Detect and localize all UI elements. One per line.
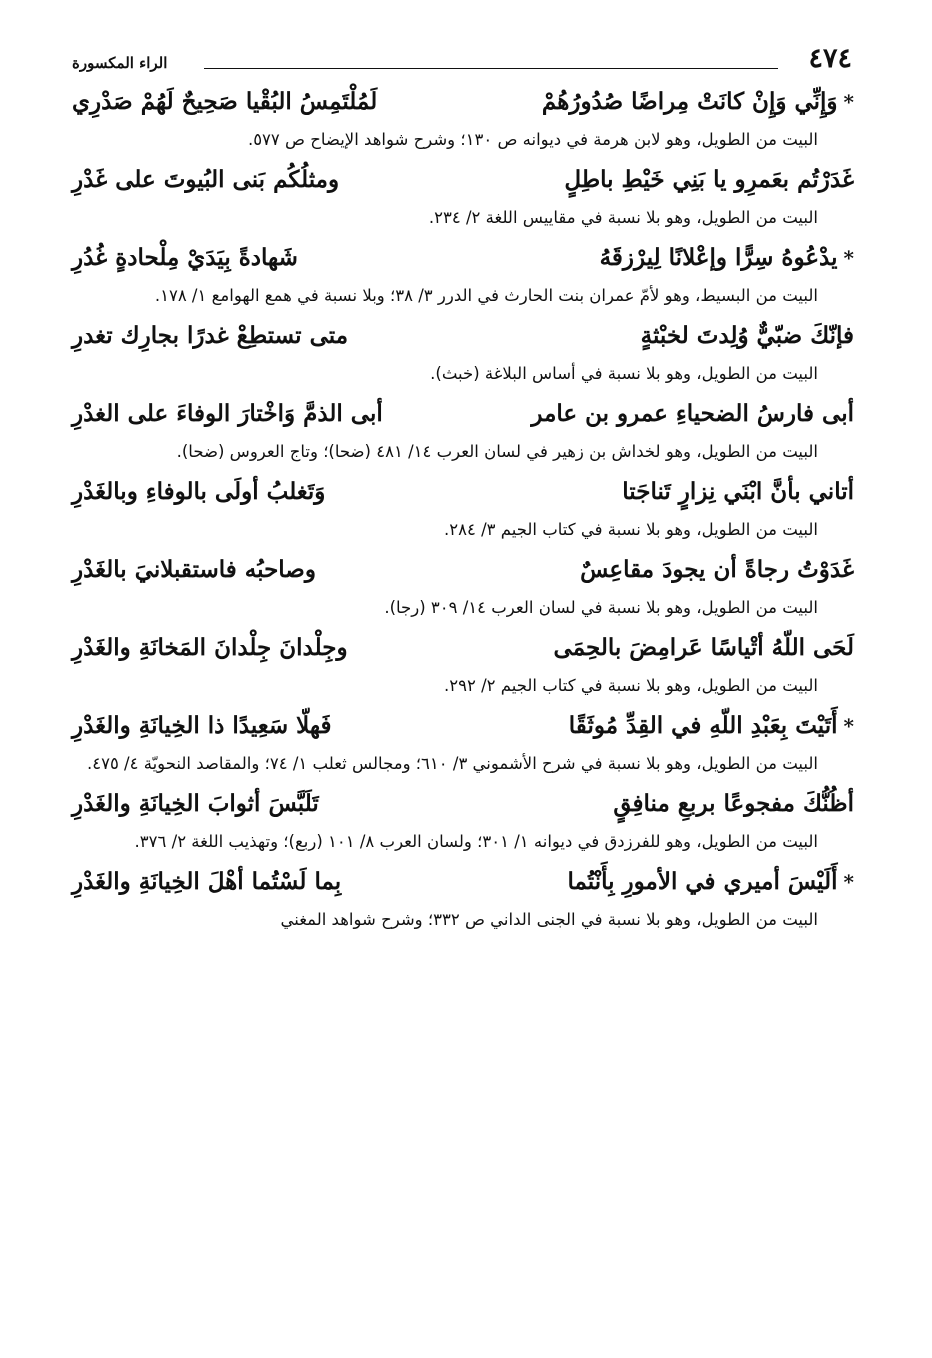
star-marker: * bbox=[843, 714, 854, 738]
first-hemistich bbox=[564, 160, 854, 200]
first-hemistich-text: أظُنُّكَ مفجوعًا بربعِ منافِقٍ bbox=[613, 790, 854, 817]
verse-line bbox=[72, 316, 854, 358]
first-hemistich bbox=[600, 238, 854, 278]
verse-note: البيت من الطويل، وهو بلا نسبة في شرح الأشموني ٣/ ٦١٠؛ ومجالس ثعلب ١/ ٧٤؛ والمقاصد النحويّة ٤/ ٤٧٥. bbox=[86, 754, 818, 773]
second-hemistich: تَلَبَّسَ أثوابَ الخِيانَةِ والغَدْرِ bbox=[72, 790, 319, 817]
verse-line bbox=[72, 628, 854, 670]
page-header bbox=[72, 40, 854, 82]
verse-entry bbox=[72, 160, 854, 234]
verse-line bbox=[72, 862, 854, 904]
first-hemistich bbox=[641, 316, 854, 356]
star-marker: * bbox=[843, 90, 854, 114]
verse-note: البيت من الطويل، وهو بلا نسبة في الجنى الداني ص ٣٣٢؛ وشرح شواهد المغني bbox=[280, 910, 818, 929]
first-hemistich bbox=[622, 472, 854, 512]
first-hemistich-text: أبى فارسُ الضحياءِ عمرو بن عامر bbox=[531, 400, 854, 427]
verse-entry bbox=[72, 862, 854, 936]
verse-entry bbox=[72, 784, 854, 858]
verse-note: البيت من الطويل، وهو بلا نسبة في أساس البلاغة (خبث). bbox=[430, 364, 818, 383]
verse-line bbox=[72, 82, 854, 124]
first-hemistich bbox=[531, 394, 854, 434]
first-hemistich-text: أَتَيْتَ بِعَبْدِ اللّهِ في القِدِّ مُوثَقًا bbox=[568, 712, 838, 739]
verse-entry bbox=[72, 550, 854, 624]
verse-note: البيت من الطويل، وهو بلا نسبة في مقاييس اللغة ٢/ ٢٣٤. bbox=[428, 208, 818, 227]
verse-line bbox=[72, 706, 854, 748]
first-hemistich bbox=[613, 784, 854, 824]
verse-entry bbox=[72, 472, 854, 546]
document-page bbox=[72, 40, 854, 1340]
verse-entry bbox=[72, 706, 854, 780]
verse-entry bbox=[72, 82, 854, 156]
chapter-title: الراء المكسورة bbox=[72, 54, 168, 72]
verse-line bbox=[72, 160, 854, 202]
second-hemistich: وصاحبُه فاستقبلانيَ بالغَدْرِ bbox=[72, 556, 316, 583]
first-hemistich-text: أَلَيْسَ أميري في الأمورِ بِأَنْتُما bbox=[567, 868, 838, 895]
first-hemistich-text: يدْعُوهُ سِرًّا وإعْلانًا لِيرْزقَهُ bbox=[599, 244, 838, 271]
verse-note: البيت من الطويل، وهو لخداش بن زهير في لسان العرب ١٤/ ٤٨١ (ضحا)؛ وتاج العروس (ضحا). bbox=[176, 442, 818, 461]
star-marker: * bbox=[843, 870, 854, 894]
verse-entry bbox=[72, 394, 854, 468]
second-hemistich: أبى الذمَّ وَاخْتارَ الوفاءَ على الغدْرِ bbox=[72, 400, 383, 427]
first-hemistich bbox=[567, 862, 854, 902]
verse-note: البيت من الطويل، وهو للفرزدق في ديوانه ١/ ٣٠١؛ ولسان العرب ٨/ ١٠١ (ربع)؛ وتهذيب اللغة ٢/ ٣٧٦. bbox=[134, 832, 818, 851]
first-hemistich bbox=[554, 628, 854, 668]
first-hemistich-text: غَدَرْتُم بعَمرِو يا بَنِي خَيْطِ باطِلٍ bbox=[564, 166, 854, 193]
first-hemistich-text: غَدَوْتُ رجاةً أن يجودَ مقاعِسٌ bbox=[580, 556, 854, 583]
second-hemistich: وجِلْدانَ جِلْدانَ المَخانَةِ والغَدْرِ bbox=[72, 634, 348, 661]
verse-note: البيت من الطويل، وهو بلا نسبة في كتاب الجيم ٢/ ٢٩٢. bbox=[443, 676, 818, 695]
verse-line bbox=[72, 784, 854, 826]
verse-note: البيت من البسيط، وهو لأمّ عمران بنت الحارث في الدرر ٣/ ٣٨؛ وبلا نسبة في همع الهوامع ١/ ١٧٨. bbox=[154, 286, 818, 305]
first-hemistich-text: لَحَى اللّهُ أتْياسًا عَرامِضَ بالحِمَى bbox=[553, 634, 854, 661]
verse-line bbox=[72, 238, 854, 280]
verse-entry bbox=[72, 628, 854, 702]
verse-entry bbox=[72, 316, 854, 390]
second-hemistich: فَهلّا سَعِيدًا ذا الخِيانَةِ والغَدْرِ bbox=[72, 712, 332, 739]
first-hemistich-text: فإنّكَ ضبّيٌّ وُلِدتَ لخبْثةٍ bbox=[640, 322, 854, 349]
verse-line bbox=[72, 550, 854, 592]
verse-line bbox=[72, 394, 854, 436]
second-hemistich: بِما لَسْتُما أهْلَ الخِيانَةِ والغَدْرِ bbox=[72, 868, 342, 895]
first-hemistich-text: وَإِنِّي وَإِنْ كانَتْ مِراضًا صُدُورُهُمْ bbox=[541, 88, 838, 115]
first-hemistich bbox=[542, 82, 854, 122]
verse-entry bbox=[72, 238, 854, 312]
second-hemistich: ومثلُكُم بَنى البُيوتَ على غَدْرِ bbox=[72, 166, 340, 193]
page-number: ٤٧٤ bbox=[808, 43, 852, 74]
star-marker: * bbox=[843, 246, 854, 270]
verse-list bbox=[72, 82, 854, 936]
verse-note: البيت من الطويل، وهو لابن هرمة في ديوانه ص ١٣٠؛ وشرح شواهد الإيضاح ص ٥٧٧. bbox=[247, 130, 818, 149]
first-hemistich bbox=[580, 550, 854, 590]
second-hemistich: لَمُلْتَمِسُ البُقْيا صَحِيحٌ لَهُمْ صَدْرِي bbox=[72, 88, 378, 115]
verse-line bbox=[72, 472, 854, 514]
first-hemistich-text: أتاني بأنَّ ابْنَي نِزارٍ تَناجَتا bbox=[622, 478, 854, 505]
verse-note: البيت من الطويل، وهو بلا نسبة في لسان العرب ١٤/ ٣٠٩ (رجا). bbox=[384, 598, 818, 617]
second-hemistich: شَهادةً بِيَدَيْ مِلْحادةٍ غُدُرِ bbox=[72, 244, 298, 271]
header-rule bbox=[204, 68, 778, 69]
second-hemistich: متى تستطِعْ غدرًا بجارِك تغدرِ bbox=[72, 322, 349, 349]
verse-note: البيت من الطويل، وهو بلا نسبة في كتاب الجيم ٣/ ٢٨٤. bbox=[443, 520, 818, 539]
second-hemistich: وَتَغلبُ أولَى بالوفاءِ وبالغَدْرِ bbox=[72, 478, 326, 505]
first-hemistich bbox=[569, 706, 854, 746]
